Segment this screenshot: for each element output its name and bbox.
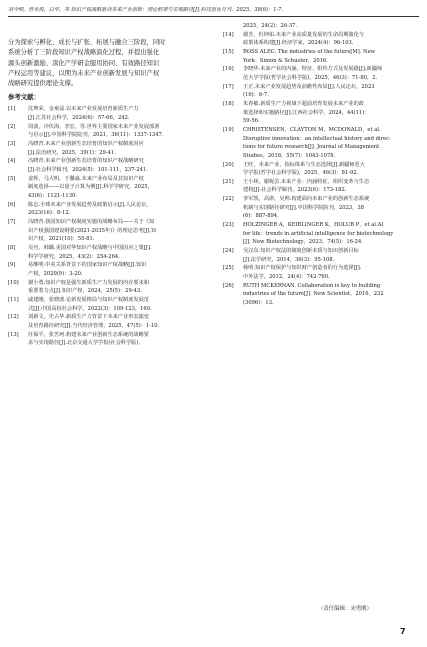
reference-line: 易继明.中美关系背景下的国家知识产权战略[J].知识: [28, 262, 147, 269]
reference-text: [28, 313, 208, 330]
reference-number: [11]: [8, 296, 19, 303]
reference-item: [223, 100, 419, 126]
reference-text: [243, 126, 419, 161]
reference-item: [223, 178, 419, 195]
reference-number: [13]: [8, 331, 19, 338]
reference-number: [18]: [223, 100, 234, 107]
reference-item: [223, 264, 419, 281]
reference-text: [28, 331, 208, 348]
intro-line: 源头创新激励、深化产学研金服用协同、有效路径知识: [8, 59, 160, 67]
reference-line: (3096)：13.: [243, 300, 274, 306]
reference-text: [243, 100, 419, 126]
reference-number: [12]: [8, 314, 19, 321]
reference-text: [28, 201, 208, 218]
reference-item: [8, 313, 208, 330]
reference-number: [2]: [8, 123, 16, 130]
reference-item: [8, 157, 208, 174]
reference-line: 43(6)：1121-1130.: [28, 193, 77, 200]
reference-item: [223, 31, 419, 48]
reference-line: [J].江苏社会科学，2024(6)：57-66，242.: [28, 115, 130, 122]
running-header: 刘今明，曾单俊，白华，等.知识产权战略驱动未来产业创新：理论框架与实现路径[J].科技创业月刊，2025，38(6)：1-7.: [8, 7, 283, 13]
reference-number: [17]: [223, 83, 234, 90]
reference-number: [20]: [223, 161, 234, 168]
reference-number: [26]: [223, 282, 234, 289]
reference-item: [8, 175, 208, 201]
reference-text: [243, 48, 419, 65]
reference-text: [28, 175, 208, 201]
reference-line: [J]. New Biotechnology，2023，74(5)：16-24.: [243, 239, 363, 246]
reference-line: 2023(16)：8-12.: [28, 210, 71, 217]
reference-number: [5]: [8, 175, 16, 182]
left-column: [8, 38, 208, 348]
reference-line: 学学报(哲学社会科学版)，2025，46(3)：81-92.: [243, 170, 359, 177]
reference-line: 谢芳，杜坤佑.未来产业高质量发展的生命周期演化与: [243, 31, 364, 38]
reference-line: for life：trends in artificial intelligence for biotechnology: [243, 230, 394, 237]
reference-line: 沈坤荣，金童谣.以未来产业发展培育新质生产力: [28, 106, 139, 113]
reference-item: [8, 140, 208, 157]
reference-line: [J].社会科学辑刊，2024(5)：101-111，237-241.: [28, 167, 148, 174]
reference-line: tions for future research[J]. Journal of Management: [243, 144, 380, 151]
reference-text: [243, 195, 419, 221]
intro-line: 战略研究提供理论支撑。: [8, 80, 78, 88]
reference-text: [243, 22, 419, 31]
page-number: 7: [400, 627, 406, 636]
reference-line: 59-56.: [243, 118, 260, 125]
reference-text: [243, 31, 419, 48]
reference-line: 冯晓青.我国知识产权制度实施的战略布局——关于《知: [28, 219, 155, 226]
reference-number: [223, 22, 243, 31]
reference-line: 式[J].中国高校社会科学，2022(3)：109-123，160.: [28, 305, 152, 312]
reference-line: 冯晓青.未来产业创新生态培育的知识产权制度因应: [28, 141, 144, 148]
reference-number: [9]: [8, 262, 16, 269]
reference-text: [243, 264, 419, 281]
right-column: [223, 22, 419, 308]
reference-line: 策选择和实施路径[J].江西社会科学，2024，44(11)：: [243, 109, 370, 116]
reference-line: 建构[J].社会科学辑刊，2023(6)：173-182.: [243, 187, 347, 194]
reference-item: [223, 195, 419, 221]
reference-number: [24]: [223, 248, 234, 255]
reference-line: (16)：6-7.: [243, 92, 269, 99]
reference-line: 王小林，谢妮芸.未来产业：内涵特征、组织变革与生态: [243, 178, 370, 185]
reference-number: [25]: [223, 265, 234, 272]
reference-number: [14]: [223, 31, 234, 38]
reference-line: 政策体系构建[J].经济学家，2024(4)：96-103.: [243, 40, 354, 47]
reference-line: 吴汉东.知识产权法的制度创新本质与知识创新目标: [243, 248, 359, 255]
reference-line: York：Simon & Schuster，2016.: [243, 57, 328, 64]
reference-line: 陈志.全球未来产业发展趋势及政策启示[J].人民论坛，: [28, 201, 152, 208]
reference-line: 姜辉，马大明，于馨淼.未来产业布局及其知识产权: [28, 175, 144, 182]
reference-text: [243, 247, 419, 264]
reference-line: 李军凯，高席，吴帅.构建面向未来产业的创新生态系统: [243, 196, 370, 203]
reference-line: RUTH MCKERNAN. Collaboration is key to building: [243, 282, 381, 289]
reference-item: [223, 126, 419, 161]
reference-item: [8, 123, 208, 140]
reference-text: [243, 221, 419, 247]
reference-text: [243, 65, 419, 82]
reference-text: [243, 83, 419, 100]
intro-line: 产权运用等建议，以期为未来产业创新发展与知识产权: [8, 69, 160, 77]
intro-line: 分为探索与孵化、成长与扩张、拓展与融合三阶段，同时: [8, 39, 166, 46]
reference-item: [223, 247, 419, 264]
reference-text: [28, 105, 208, 122]
header-rule: [8, 16, 419, 17]
reference-number: [8]: [8, 244, 16, 251]
reference-text: [28, 279, 208, 296]
reference-item: [223, 83, 419, 100]
reference-line: 范大学学报(哲学社会科学版)，2025，46(3)：71-80，2.: [243, 74, 378, 81]
reference-number: [19]: [223, 126, 234, 133]
reference-text: [28, 218, 208, 244]
reference-line: 机制与实现路径研究[J].中国科学院院刊，2023，38: [243, 204, 364, 211]
reference-line: 重要着力点[J].知识产权，2024，25(5)：29-43.: [28, 288, 142, 295]
reference-line: (6)：887-894.: [243, 213, 279, 220]
reference-text: [28, 244, 208, 261]
reference-number: [16]: [223, 66, 234, 73]
reference-text: [28, 157, 208, 174]
reference-line: 识产权强国建设纲要(2021-2035年)》的理论思考[J].知: [28, 227, 157, 234]
reference-number: [4]: [8, 158, 16, 165]
reference-line: 王正.未来产业发展趋势及前瞻性布局[J].人民论坛，2023: [243, 83, 375, 90]
reference-line: 求与实现路径[J].北京交通大学学报(社会科学版)，: [28, 340, 144, 347]
reference-line: CHRISTENSEN，CLAYTON M，MCDONALD，et al.: [243, 126, 381, 133]
reference-line: 刘新文，史占华.新质生产力背景下未来产业形态演变: [28, 314, 149, 321]
reference-line: 任保平，张苦珂.构建未来产业创新生态系统的战略要: [28, 331, 149, 338]
reference-item: [8, 261, 208, 278]
reference-line: 戚建刚，张晓波.论新发展格局与知识产权制度发展范: [28, 296, 149, 303]
reference-list-right: [223, 22, 419, 308]
reference-line: 及培育路径研究[J].当代经济管理，2025，47(5)：1-10.: [28, 322, 160, 329]
reference-text: [28, 261, 208, 278]
reference-item: [223, 65, 419, 82]
reference-line: 科学学研究，2025，43(2)：254-264.: [28, 253, 120, 260]
reference-text: [243, 282, 419, 308]
reference-list-left: [8, 105, 208, 347]
reference-number: [22]: [223, 196, 234, 203]
reference-text: [28, 296, 208, 313]
reference-number: [6]: [8, 201, 16, 208]
reference-number: [3]: [8, 141, 16, 148]
reference-number: [1]: [8, 106, 16, 113]
reference-line: 周波，冷伏海，李宏，等.世界主要国家未来产业发展部署: [28, 123, 160, 130]
reference-line: HOLZINGER A，KEIBLINGER K，HOLUB P，et al.AI: [243, 222, 384, 229]
reference-line: 吴舟，韩璐.美国对华知识产权战略与中国因应之策[J].: [28, 244, 152, 251]
reference-line: 2025，24(2)：26-37.: [243, 23, 298, 29]
reference-line: 产权，2020(9)：3-20.: [28, 270, 83, 277]
reference-text: [28, 123, 208, 140]
reference-item: [8, 331, 208, 348]
reference-text: [243, 178, 419, 195]
reference-item: [8, 201, 208, 218]
reference-number: [21]: [223, 178, 234, 185]
reference-line: 中外法学，2012，24(4)：742-760.: [243, 274, 330, 281]
reference-line: 谢小勇.知识产权是强生新质生产力发展的内在要求和: [28, 279, 149, 286]
reference-number: [15]: [223, 48, 234, 55]
reference-line: [J].法治研究，2025，39(1)：29-41.: [28, 149, 116, 156]
reference-line: 制度选择——以量子计算为例[J].科学学研究，2025，: [28, 184, 153, 191]
reference-line: Studies，2018，55(7)：1043-1078.: [243, 152, 336, 159]
reference-item: [223, 221, 419, 247]
reference-line: 朱春敏.新质生产力视域下超前培育发展未来产业的政: [243, 100, 364, 107]
intro-line: 系统分析了三阶段知识产权战略演化过程，并提出强化: [8, 49, 160, 57]
reference-line: 识产权，2021(10)：55-81.: [28, 236, 95, 243]
reference-line: 李晓华.未来产业的内涵、特征、组织方式及发展路[J].新疆师: [243, 66, 383, 73]
reference-line: Disruptive innovation：an intellectual history and direc-: [243, 135, 391, 142]
reference-item: [8, 105, 208, 122]
reference-text: [243, 161, 419, 178]
references-heading: 参考文献：: [8, 93, 40, 102]
reference-line: 冯晓青.未来产业创新生态培育的知识产权战略研究: [28, 158, 144, 165]
reference-line: industries of the future[J]. New Scientist，2016，232: [243, 291, 384, 298]
intro-paragraph: [8, 38, 208, 89]
reference-line: [J].法学研究，2014，36(3)：95-108.: [243, 256, 335, 263]
reference-item: [8, 218, 208, 244]
reference-number: [7]: [8, 219, 16, 226]
reference-item: [223, 282, 419, 308]
reference-item: [8, 279, 208, 296]
reference-line: 与启示[J].中国科学院院刊，2021，36(11)：1337-1347.: [28, 132, 164, 139]
reference-line: 杨明.知识产权保护与知识财产创造者的行为选择[J].: [243, 265, 362, 272]
reference-item: [8, 296, 208, 313]
reference-number: [10]: [8, 279, 19, 286]
reference-item: [223, 161, 419, 178]
editor-note: （责任编辑：宋勇刚）: [318, 606, 372, 612]
reference-item: [223, 22, 419, 31]
reference-item: [223, 48, 419, 65]
reference-item: [8, 244, 208, 261]
reference-line: ROSS ALEC. The industries of the future[M]. New: [243, 48, 376, 55]
reference-number: [23]: [223, 222, 234, 229]
reference-text: [28, 140, 208, 157]
reference-line: 王旺，未来产业，指标体系与生态选择[J].新疆师范大: [243, 161, 365, 168]
